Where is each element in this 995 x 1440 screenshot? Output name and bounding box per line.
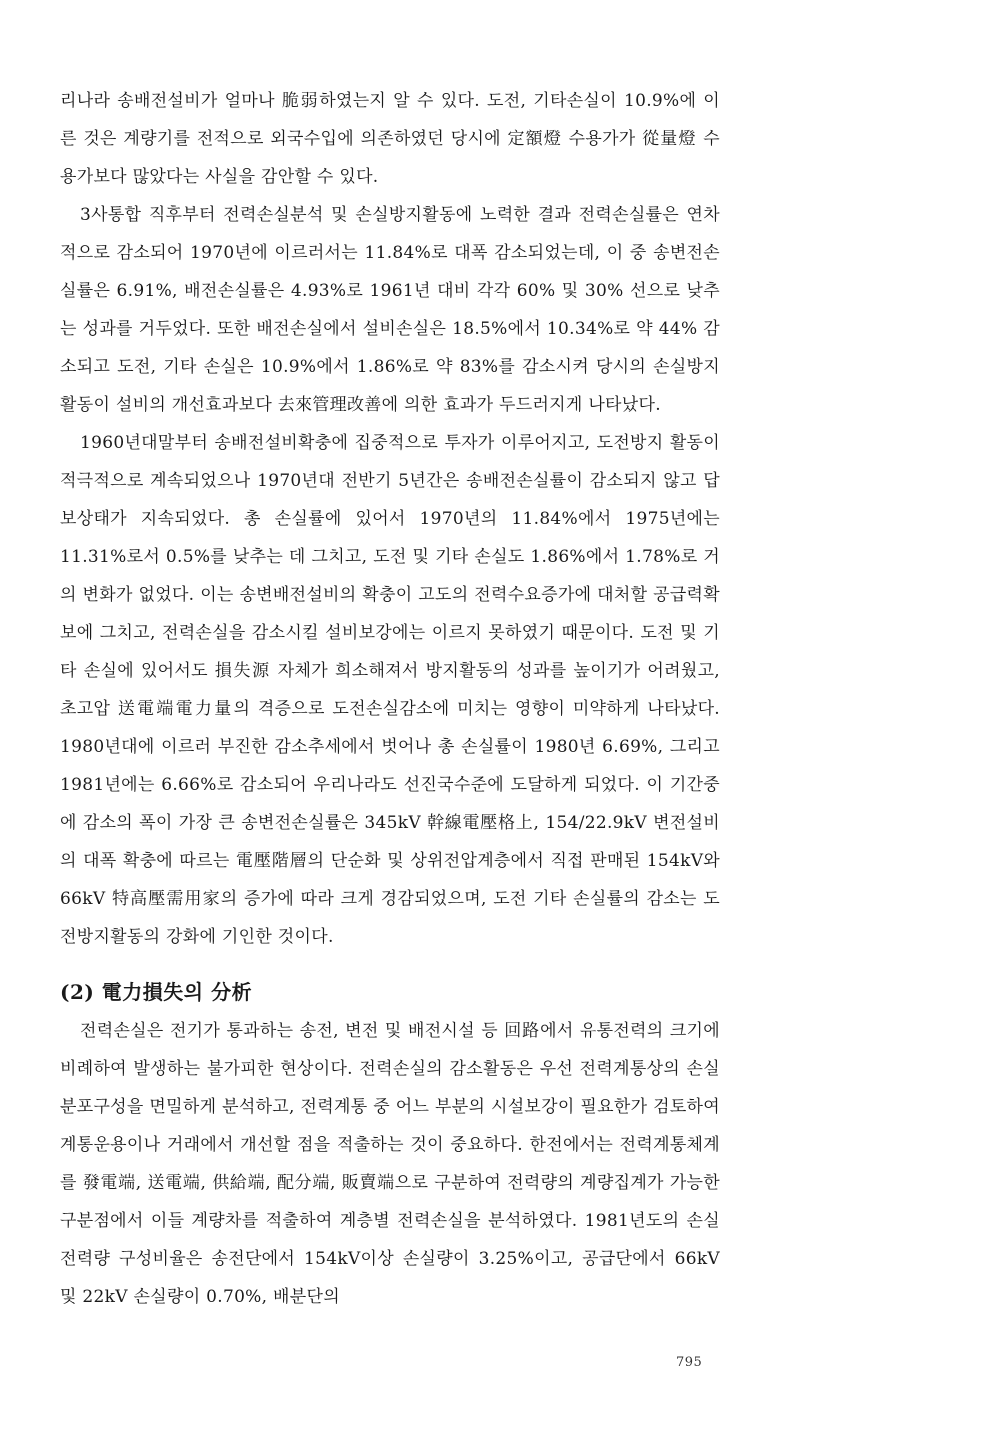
paragraph-loss-trend-1970s-1980s: 1960년대말부터 송배전설비확충에 집중적으로 투자가 이루어지고, 도전방지 활동이 적극적으로 계속되었으나 1970년대 전반기 5년간은 송배전손실률이 감소되지 않고 답보상태가 지속되었다. 총 손실률에 있어서 1970년의 11.84%에서 1975년에는 11.31%로서 0.5%를 낮추는 데 그치고, 도전 및 기타 손실도 1.86%에서 1.78%로 거의 변화가 없었다. 이는 송변배전설비의 확충이 고도의 전력수요증가에 대처할 공급력확보에 그치고, 전력손실을 감소시킬 설비보강에는 이르지 못하였기 때문이다. 도전 및 기타 손실에 있어서도 損失源 자체가 희소해져서 방지활동의 성과를 높이기가 어려웠고, 초고압 送電端電力量의 격증으로 도전손실감소에 미치는 영향이 미약하게 나타났다. 1980년대에 이르러 부진한 감소추세에서 벗어나 총 손실률이 1980년 6.69%, 그리고 1981년에는 6.66%로 감소되어 우리나라도 선진국수준에 도달하게 되었다. 이 기간중에 감소의 폭이 가장 큰 송변전손실률은 345kV 幹線電壓格上, 154/22.9kV 변전설비의 대폭 확충에 따르는 電壓階層의 단순화 및 상위전압계층에서 직접 판매된 154kV와 66kV 特高壓需用家의 증가에 따라 크게 경감되었으며, 도전 기타 손실률의 감소는 도전방지활동의 강화에 기인한 것이다. <box>60 433 720 947</box>
page-number: 795 <box>676 1355 703 1370</box>
paragraph-continuation: 리나라 송배전설비가 얼마나 脆弱하였는지 알 수 있다. 도전, 기타손실이 10.9%에 이른 것은 계량기를 전적으로 외국수입에 의존하였던 당시에 定額燈 수용가가 從量燈 수용가보다 많았다는 사실을 감안할 수 있다. <box>60 91 720 187</box>
paragraph-loss-analysis: 전력손실은 전기가 통과하는 송전, 변전 및 배전시설 등 回路에서 유통전력의 크기에 비례하여 발생하는 불가피한 현상이다. 전력손실의 감소활동은 우선 전력계통상의 손실분포구성을 면밀하게 분석하고, 전력계통 중 어느 부분의 시설보강이 필요한가 검토하여 계통운용이나 거래에서 개선할 점을 적출하는 것이 중요하다. 한전에서는 전력계통체계를 發電端, 送電端, 供給端, 配分端, 販賣端으로 구분하여 전력량의 계량집계가 가능한 구분점에서 이들 계량차를 적출하여 계층별 전력손실을 분석하였다. 1981년도의 손실전력량 구성비율은 송전단에서 154kV이상 손실량이 3.25%이고, 공급단에서 66kV 및 22kV 손실량이 0.70%, 배분단의 <box>60 1021 720 1307</box>
paragraph-loss-reduction-1970: 3사통합 직후부터 전력손실분석 및 손실방지활동에 노력한 결과 전력손실률은 연차적으로 감소되어 1970년에 이르러서는 11.84%로 대폭 감소되었는데, 이 중 송변전손실률은 6.91%, 배전손실률은 4.93%로 1961년 대비 각각 60% 및 30% 선으로 낮추는 성과를 거두었다. 또한 배전손실에서 설비손실은 18.5%에서 10.34%로 약 44% 감소되고 도전, 기타 손실은 10.9%에서 1.86%로 약 83%를 감소시켜 당시의 손실방지활동이 설비의 개선효과보다 去來管理改善에 의한 효과가 두드러지게 나타났다. <box>60 205 720 415</box>
section-heading: (2) 電力損失의 分析 <box>60 980 253 1004</box>
page-body <box>60 82 720 1316</box>
